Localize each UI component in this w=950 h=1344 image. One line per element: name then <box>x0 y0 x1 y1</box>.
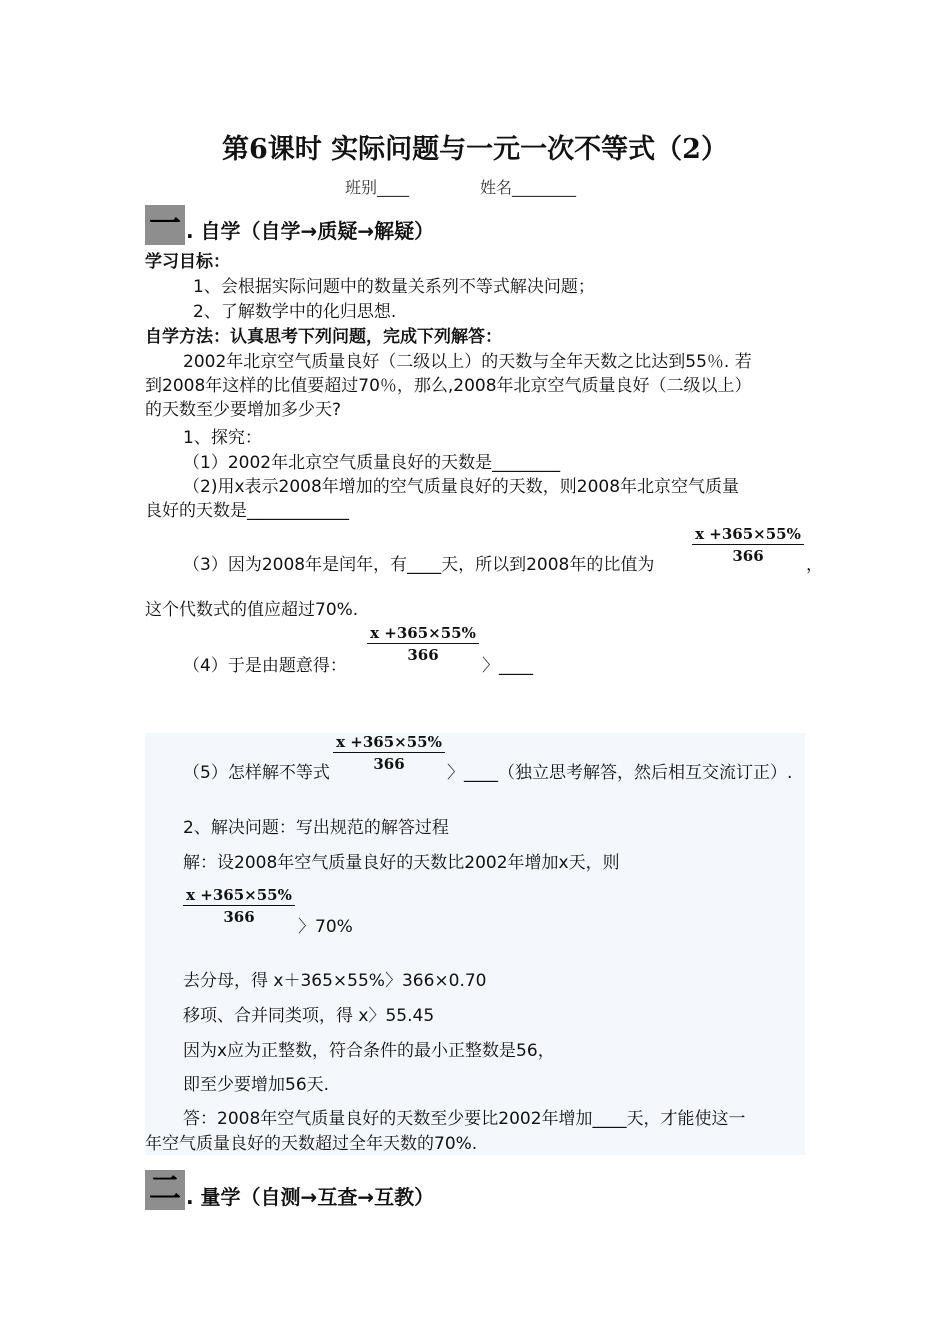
fraction-numerator: x +365×55% <box>367 623 479 644</box>
solution-inequality-end: 〉70% <box>298 917 353 937</box>
question-2: （2)用x表示2008年增加的空气质量良好的天数，则2008年北京空气质量 <box>183 477 740 497</box>
fraction-numerator: x +365×55% <box>183 885 295 906</box>
answer-line: 年空气质量良好的天数超过全年天数的70%. <box>145 1134 478 1154</box>
goal-item: 1、会根据实际问题中的数量关系列不等式解决问题； <box>193 277 595 297</box>
solve-heading: 2、解决问题：写出规范的解答过程 <box>183 818 449 838</box>
solution-line: 即至少要增加56天. <box>183 1075 330 1095</box>
name-field: 姓名________ <box>480 178 577 197</box>
solution-line: 去分母，得 x＋365×55%〉366×0.70 <box>183 971 487 991</box>
goal-item: 2、了解数学中的化归思想. <box>193 302 397 322</box>
fraction <box>692 524 804 567</box>
fraction-numerator: x +365×55% <box>692 524 804 545</box>
fraction-denominator: 366 <box>407 646 439 664</box>
problem-text: 到2008年这样的比值要超过70％，那么,2008年北京空气质量良好（二级以上） <box>145 376 752 396</box>
problem-text: 2002年北京空气质量良好（二级以上）的天数与全年天数之比达到55％. 若 <box>183 352 752 372</box>
method-heading: 自学方法：认真思考下列问题，完成下列解答： <box>145 327 502 347</box>
solution-line: 移项、合并同类项，得 x〉55.45 <box>183 1006 435 1026</box>
solution-line: 因为x应为正整数，符合条件的最小正整数是56， <box>183 1041 555 1061</box>
fraction <box>333 732 445 775</box>
section-number-box: 二 <box>145 1170 185 1210</box>
question-3-cont: 这个代数式的值应超过70%. <box>145 600 359 620</box>
fraction-denominator: 366 <box>373 755 405 773</box>
section-title: . 自学（自学→质疑→解疑） <box>186 219 435 243</box>
goals-heading: 学习目标： <box>145 252 230 272</box>
class-field: 班别____ <box>345 178 410 197</box>
section-number-box: 一 <box>145 205 185 245</box>
question-4: （4）于是由题意得： <box>183 656 347 676</box>
question-1: （1）2002年北京空气质量良好的天数是________ <box>183 453 561 473</box>
question-5: （5）怎样解不等式 <box>183 763 330 783</box>
fraction-denominator: 366 <box>732 547 764 565</box>
question-5-end: 〉____（独立思考解答，然后相互交流订正）. <box>447 763 793 783</box>
fraction-denominator: 366 <box>223 908 255 926</box>
fraction <box>183 885 295 928</box>
question-4-end: 〉____ <box>482 656 533 676</box>
question-2-cont: 良好的天数是____________ <box>145 501 349 521</box>
fraction <box>367 623 479 666</box>
fraction-numerator: x +365×55% <box>333 732 445 753</box>
section-title: . 量学（自测→互查→互教） <box>186 1185 435 1209</box>
question-3-end: ， <box>806 555 823 575</box>
explore-heading: 1、探究： <box>183 428 262 448</box>
answer-line: 答：2008年空气质量良好的天数至少要比2002年增加____天，才能使这一 <box>183 1109 746 1129</box>
problem-text: 的天数至少要增加多少天? <box>145 400 342 420</box>
page-title: 第6课时 实际问题与一元一次不等式（2） <box>222 134 728 165</box>
solution-line: 解：设2008年空气质量良好的天数比2002年增加x天，则 <box>183 853 620 873</box>
question-3: （3）因为2008年是闰年，有____天，所以到2008年的比值为 <box>183 555 655 575</box>
